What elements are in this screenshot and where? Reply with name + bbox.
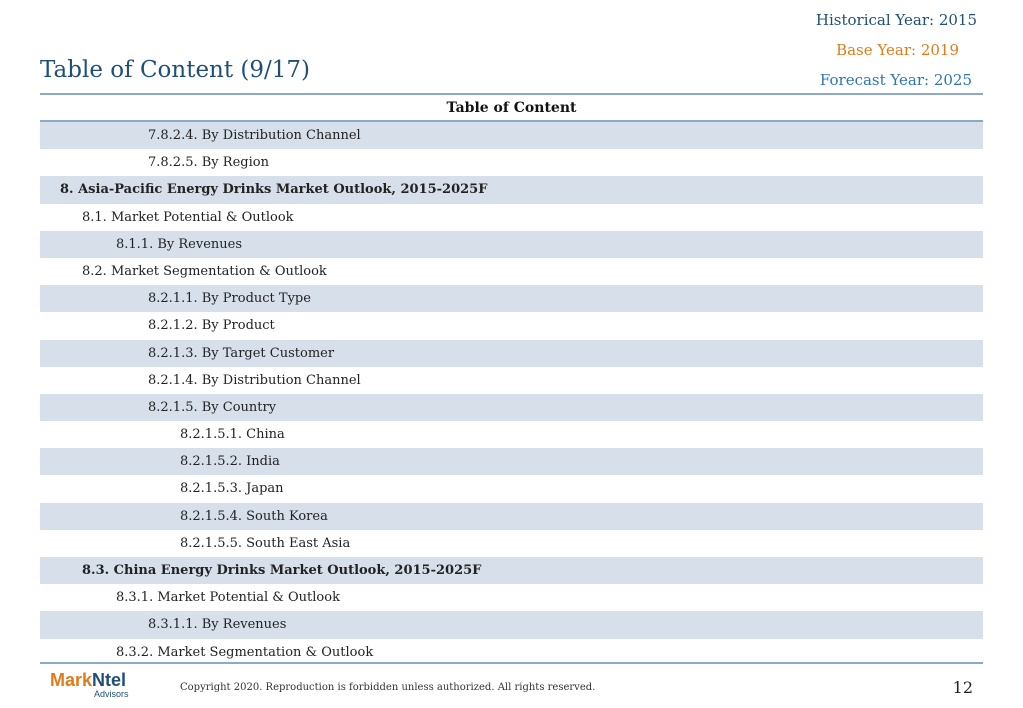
- toc-row: 8.3.1. Market Potential & Outlook: [116, 590, 340, 606]
- toc-row: 8.3.2. Market Segmentation & Outlook: [116, 644, 374, 660]
- toc-row: 8. Asia-Pacific Energy Drinks Market Outlook, 2015-2025F: [40, 176, 983, 203]
- page-number: 12: [952, 678, 973, 697]
- toc-row: 8.2.1.5. By Country: [40, 394, 983, 421]
- toc-row: 8.1.1. By Revenues: [40, 231, 983, 258]
- top-divider: [40, 93, 983, 95]
- toc-row: 7.8.2.4. By Distribution Channel: [40, 122, 983, 149]
- toc-row: 8.3.1.1. By Revenues: [40, 611, 983, 638]
- toc-row: 8.2.1.5.2. India: [40, 448, 983, 475]
- toc-row: 8.3. China Energy Drinks Market Outlook, 2015-2025F: [40, 557, 983, 584]
- copyright-notice: Copyright 2020. Reproduction is forbidden unless authorized. All rights reserved.: [180, 682, 596, 693]
- toc-heading: Table of Content: [40, 96, 983, 122]
- toc-row: 8.2.1.1. By Product Type: [40, 285, 983, 312]
- toc-row: 8.2.1.2. By Product: [148, 318, 275, 334]
- toc-row: 7.8.2.5. By Region: [148, 155, 269, 171]
- historical-year: Historical Year: 2015: [815, 11, 977, 29]
- marknteladvisors-logo: [50, 671, 140, 703]
- toc-row: 8.2.1.5.1. China: [180, 427, 285, 443]
- toc-row: 8.2.1.3. By Target Customer: [40, 340, 983, 367]
- toc-row: 8.2.1.5.3. Japan: [180, 481, 284, 497]
- base-year: Base Year: 2019: [836, 41, 959, 59]
- toc-row: 8.2. Market Segmentation & Outlook: [82, 263, 327, 279]
- toc-row: 8.2.1.5.5. South East Asia: [180, 535, 351, 551]
- toc-row: 8.2.1.5.4. South Korea: [40, 503, 983, 530]
- logo-subtitle: Advisors: [94, 689, 129, 699]
- toc-row: 8.2.1.4. By Distribution Channel: [148, 372, 361, 388]
- forecast-year: Forecast Year: 2025: [819, 71, 972, 89]
- logo-mark-text: Mark: [50, 670, 93, 690]
- toc-row: 8.1. Market Potential & Outlook: [82, 209, 294, 225]
- page-title: Table of Content (9/17): [40, 57, 311, 83]
- logo-ntel-text: Ntel: [92, 670, 127, 690]
- toc-list: [40, 122, 983, 666]
- bottom-divider: [40, 662, 983, 664]
